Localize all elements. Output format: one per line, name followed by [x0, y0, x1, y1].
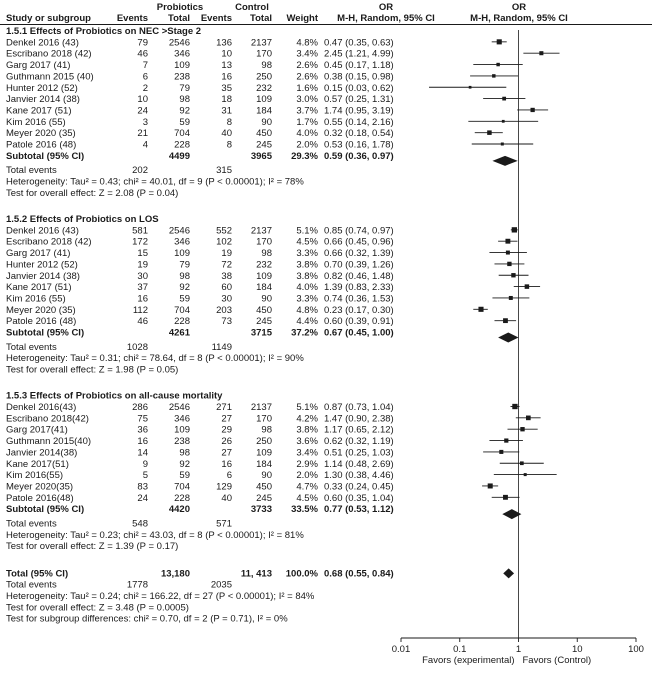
subgroup-1-row-8-total-control: 90	[261, 116, 272, 128]
subgroup-1-row-10-point	[501, 143, 504, 146]
subgroup-1-heterogeneity: Heterogeneity: Tau² = 0.43; chi² = 40.01, df = 9 (P < 0.00001); I² = 78%	[6, 176, 304, 188]
subgroup-3-row-2-study: Escribano 2018(42)	[6, 413, 89, 425]
subgroup-3-row-2-weight: 4.2%	[296, 413, 318, 425]
subgroup-1-row-5-point	[469, 86, 472, 89]
subgroup-1-row-3-events-control: 13	[221, 60, 232, 72]
subgroup-1-row-4-study: Guthmann 2015 (40)	[6, 71, 94, 83]
header-plot-method: M-H, Random, 95% CI	[470, 13, 568, 24]
subgroup-3-row-2-point	[526, 416, 531, 421]
subgroup-3-subtotal-total-control: 3733	[250, 504, 272, 516]
subgroup-1-row-8-total-probiotics: 59	[179, 116, 190, 128]
subgroup-1-row-6-or-ci: 0.57 (0.25, 1.31)	[324, 94, 394, 106]
subgroup-3-row-7-events-probiotics: 5	[142, 470, 148, 482]
subgroup-3-row-9-total-probiotics: 228	[174, 492, 190, 504]
header-group-control: Control	[235, 2, 269, 13]
total-or-ci: 0.68 (0.55, 0.84)	[324, 568, 394, 580]
subgroup-2-row-7-or-ci: 0.74 (0.36, 1.53)	[324, 293, 394, 305]
subgroup-2-total-events-control: 1149	[211, 341, 232, 353]
subgroup-3-row-9-total-control: 245	[256, 492, 272, 504]
subgroup-3-row-4-total-probiotics: 238	[174, 436, 190, 448]
subgroup-2-row-9-or-ci: 0.60 (0.39, 0.91)	[324, 316, 394, 328]
subgroup-3-row-2-events-probiotics: 75	[137, 413, 148, 425]
subgroup-3-row-4-total-control: 250	[256, 436, 272, 448]
subgroup-1-row-1-study: Denkel 2016 (43)	[6, 37, 79, 49]
subgroup-1-row-3-total-probiotics: 109	[174, 60, 190, 72]
total-label: Total (95% CI)	[6, 568, 69, 580]
subgroup-2-row-3-events-probiotics: 15	[137, 248, 148, 260]
subgroup-1-row-9-or-ci: 0.32 (0.18, 0.54)	[324, 128, 394, 140]
subgroup-3-row-4-weight: 3.6%	[296, 436, 318, 448]
subgroup-1-row-8-events-control: 8	[226, 116, 232, 128]
subgroup-2-row-7-events-control: 30	[221, 293, 232, 305]
subgroup-1-row-7-or-ci: 1.74 (0.95, 3.19)	[324, 105, 394, 117]
subgroup-2-row-2-events-probiotics: 172	[132, 236, 148, 248]
subgroup-2-row-7-total-probiotics: 59	[179, 293, 190, 305]
subgroup-3-row-3-study: Garg 2017(41)	[6, 424, 68, 436]
table-body	[6, 26, 394, 625]
subgroup-2-row-6-events-probiotics: 37	[137, 282, 148, 294]
subgroup-3-row-5-total-probiotics: 98	[179, 447, 190, 459]
subgroup-3-subtotal-weight: 33.5%	[291, 504, 318, 516]
subgroup-2-row-8-total-control: 450	[256, 304, 272, 316]
subgroup-3-row-8-total-control: 450	[256, 481, 272, 493]
subgroup-3-row-9-point	[503, 495, 508, 500]
subgroup-2-row-5-weight: 3.8%	[296, 270, 318, 282]
subgroup-2-row-7-events-probiotics: 16	[137, 293, 148, 305]
subgroup-2-row-3-or-ci: 0.66 (0.32, 1.39)	[324, 248, 394, 260]
subgroup-3-row-1-weight: 5.1%	[296, 402, 318, 414]
subgroup-2-row-8-total-probiotics: 704	[174, 304, 190, 316]
subgroup-2-row-4-total-control: 232	[256, 259, 272, 271]
subgroup-1-row-4-weight: 2.6%	[296, 71, 318, 83]
subgroup-2-row-1-events-control: 552	[216, 225, 232, 237]
subgroup-2-row-6-or-ci: 1.39 (0.83, 2.33)	[324, 282, 394, 294]
subgroup-2-row-4-or-ci: 0.70 (0.39, 1.26)	[324, 259, 394, 271]
subgroup-1-row-10-events-probiotics: 4	[142, 139, 148, 151]
subgroup-3-row-9-events-control: 40	[221, 492, 232, 504]
subgroup-3-row-8-total-probiotics: 704	[174, 481, 190, 493]
subgroup-3-row-1-or-ci: 0.87 (0.73, 1.04)	[324, 402, 394, 414]
subgroup-2-row-7-total-control: 90	[261, 293, 272, 305]
subgroup-1-row-7-weight: 3.7%	[296, 105, 318, 117]
subgroup-1-row-1-total-control: 2137	[250, 37, 272, 49]
subgroup-3-row-5-study: Janvier 2014(38)	[6, 447, 78, 459]
subgroup-2-row-9-point	[503, 318, 508, 323]
subgroup-2-subtotal-weight: 37.2%	[291, 327, 318, 339]
subgroup-1-row-10-weight: 2.0%	[296, 139, 318, 151]
subgroup-2-row-9-study: Patole 2016 (48)	[6, 316, 77, 328]
subgroup-2-diamond	[498, 333, 518, 343]
subgroup-3-total-events-label: Total events	[6, 518, 57, 530]
subgroup-1-row-7-total-control: 184	[256, 105, 272, 117]
subgroup-1-row-3-total-control: 98	[261, 60, 272, 72]
subgroup-3-row-7-point	[524, 473, 527, 476]
subgroup-2-row-9-weight: 4.4%	[296, 316, 318, 328]
subgroup-3-row-3-or-ci: 1.17 (0.65, 2.12)	[324, 424, 394, 436]
subgroup-1-row-4-point	[492, 74, 495, 77]
subgroup-1-subtotal-weight: 29.3%	[291, 150, 318, 162]
subgroup-2-row-2-total-control: 170	[256, 236, 272, 248]
subgroup-1-row-3-weight: 2.6%	[296, 60, 318, 72]
subgroup-2-row-4-study: Hunter 2012 (52)	[6, 259, 78, 271]
subgroup-2-row-9-total-probiotics: 228	[174, 316, 190, 328]
subgroup-3-row-7-total-probiotics: 59	[179, 470, 190, 482]
subgroup-3-row-9-or-ci: 0.60 (0.35, 1.04)	[324, 492, 394, 504]
subgroup-1-row-9-total-control: 450	[256, 128, 272, 140]
subgroup-1-row-7-total-probiotics: 92	[179, 105, 190, 117]
subgroup-3-row-6-study: Kane 2017(51)	[6, 458, 69, 470]
subgroup-2-row-5-point	[511, 273, 515, 277]
subgroup-1-subtotal-or-ci: 0.59 (0.36, 0.97)	[324, 150, 394, 162]
subgroup-2-row-6-total-probiotics: 92	[179, 282, 190, 294]
subgroup-1-row-10-events-control: 8	[226, 139, 232, 151]
subgroup-1-row-10-total-control: 245	[256, 139, 272, 151]
subgroup-1-row-7-events-probiotics: 24	[137, 105, 148, 117]
subgroup-2-row-4-total-probiotics: 79	[179, 259, 190, 271]
total-overall-effect: Test for overall effect: Z = 3.48 (P = 0.0005)	[6, 602, 189, 614]
subgroup-1-row-7-point	[530, 108, 534, 112]
subgroup-2-row-5-or-ci: 0.82 (0.46, 1.48)	[324, 270, 394, 282]
subgroup-2-row-6-study: Kane 2017 (51)	[6, 282, 72, 294]
subgroup-2-subtotal-label: Subtotal (95% CI)	[6, 327, 85, 339]
subgroup-3-row-3-events-probiotics: 36	[137, 424, 148, 436]
subgroup-3-heterogeneity: Heterogeneity: Tau² = 0.23; chi² = 43.03, df = 8 (P < 0.00001); I² = 81%	[6, 529, 304, 541]
subgroup-3-row-4-point	[504, 438, 508, 442]
subgroup-3-row-2-events-control: 27	[221, 413, 232, 425]
subgroup-1-row-9-study: Meyer 2020 (35)	[6, 128, 76, 140]
header-group-probiotics: Probiotics	[156, 2, 204, 13]
subgroup-1-row-3-point	[496, 63, 499, 66]
subgroup-3-row-6-total-control: 184	[256, 458, 272, 470]
subgroup-1-row-2-events-control: 10	[221, 48, 232, 60]
subgroup-3-row-4-study: Guthmann 2015(40)	[6, 436, 92, 448]
subgroup-2-row-4-events-probiotics: 19	[137, 259, 148, 271]
subgroup-3-row-3-weight: 3.8%	[296, 424, 318, 436]
subgroup-1-row-8-or-ci: 0.55 (0.14, 2.16)	[324, 116, 394, 128]
subgroup-3-row-3-total-probiotics: 109	[174, 424, 190, 436]
subgroup-2-row-2-total-probiotics: 346	[174, 236, 190, 248]
subgroup-2-row-5-total-control: 109	[256, 270, 272, 282]
subgroup-2-row-2-weight: 4.5%	[296, 236, 318, 248]
subgroup-3-row-6-events-control: 16	[221, 458, 232, 470]
subgroup-1-overall-effect: Test for overall effect: Z = 2.08 (P = 0.04)	[6, 187, 179, 199]
subgroup-1-row-4-or-ci: 0.38 (0.15, 0.98)	[324, 71, 394, 83]
subgroup-2-row-6-point	[525, 284, 530, 289]
subgroup-3-row-2-total-probiotics: 346	[174, 413, 190, 425]
subgroup-3-row-4-events-control: 26	[221, 436, 232, 448]
subgroup-1-row-7-events-control: 31	[221, 105, 232, 117]
subgroup-1-row-5-total-probiotics: 79	[179, 82, 190, 94]
subgroup-3-row-8-study: Meyer 2020(35)	[6, 481, 74, 493]
subgroup-1-row-8-events-probiotics: 3	[142, 116, 148, 128]
subgroup-1-row-2-study: Escribano 2018 (42)	[6, 48, 92, 60]
subgroup-3-row-8-weight: 4.7%	[296, 481, 318, 493]
x-tick-label-3: 1	[515, 644, 522, 655]
x-label-favors-control: Favors (Control)	[522, 655, 592, 666]
subgroup-3-row-9-events-probiotics: 24	[137, 492, 148, 504]
subgroup-1-row-4-events-probiotics: 6	[142, 71, 148, 83]
subgroup-3-row-7-or-ci: 1.30 (0.38, 4.46)	[324, 470, 394, 482]
subgroup-2-row-9-total-control: 245	[256, 316, 272, 328]
total-probiotics: 13,180	[160, 568, 190, 580]
subgroup-3-row-8-events-probiotics: 83	[137, 481, 148, 493]
x-axis	[392, 638, 644, 666]
subgroup-2-row-3-total-control: 98	[261, 248, 272, 260]
subgroup-1-row-6-total-control: 109	[256, 94, 272, 106]
table-header	[0, 2, 652, 25]
subgroup-2-row-3-point	[506, 251, 510, 255]
subgroup-3-row-5-weight: 3.4%	[296, 447, 318, 459]
subgroup-1-row-8-weight: 1.7%	[296, 116, 318, 128]
subgroup-1-row-2-total-control: 170	[256, 48, 272, 60]
subgroup-3-row-1-total-control: 2137	[250, 402, 272, 414]
subgroup-2-row-3-study: Garg 2017 (41)	[6, 248, 71, 260]
subgroup-1-title: 1.5.1 Effects of Probiotics on NEC >Stage 2	[6, 26, 202, 37]
subgroup-3-row-2-total-control: 170	[256, 413, 272, 425]
subgroup-2-title: 1.5.2 Effects of Probiotics on LOS	[6, 214, 159, 226]
subgroup-3-row-6-point	[520, 461, 524, 465]
subgroup-1-row-1-events-probiotics: 79	[137, 37, 148, 49]
subgroup-3-row-8-point	[488, 483, 493, 488]
subgroup-1-row-2-weight: 3.4%	[296, 48, 318, 60]
subgroup-3-subtotal-or-ci: 0.77 (0.53, 1.12)	[324, 504, 394, 516]
subgroup-2-row-4-events-control: 72	[221, 259, 232, 271]
subgroup-2-row-3-weight: 3.3%	[296, 248, 318, 260]
subgroup-3-row-8-events-control: 129	[216, 481, 232, 493]
subgroup-1-row-5-total-control: 232	[256, 82, 272, 94]
subgroup-3-row-5-or-ci: 0.51 (0.25, 1.03)	[324, 447, 394, 459]
subgroup-2-row-2-point	[505, 239, 510, 244]
subgroup-1-row-9-weight: 4.0%	[296, 128, 318, 140]
subgroup-3-subtotal-label: Subtotal (95% CI)	[6, 504, 85, 516]
subgroup-3-title: 1.5.3 Effects of Probiotics on all-cause mortality	[6, 390, 223, 402]
total-events-label: Total events	[6, 579, 57, 591]
subgroup-1-row-9-point	[487, 130, 492, 135]
subgroup-1-row-6-total-probiotics: 98	[179, 94, 190, 106]
subgroup-1-row-1-point	[497, 39, 502, 44]
subgroup-1-row-5-or-ci: 0.15 (0.03, 0.62)	[324, 82, 394, 94]
subgroup-3-row-9-weight: 4.5%	[296, 492, 318, 504]
subgroup-3-row-5-events-probiotics: 14	[137, 447, 148, 459]
subgroup-differences: Test for subgroup differences: chi² = 0.70, df = 2 (P = 0.71), I² = 0%	[6, 613, 288, 625]
subgroup-2-row-5-events-probiotics: 30	[137, 270, 148, 282]
subgroup-1-row-2-total-probiotics: 346	[174, 48, 190, 60]
subgroup-1-row-5-weight: 1.6%	[296, 82, 318, 94]
subgroup-1-row-6-study: Janvier 2014 (38)	[6, 94, 80, 106]
subgroup-1-row-2-events-probiotics: 46	[137, 48, 148, 60]
subgroup-3-row-3-point	[520, 427, 524, 431]
subgroup-2-row-2-study: Escribano 2018 (42)	[6, 236, 92, 248]
subgroup-3-row-9-study: Patole 2016(48)	[6, 492, 74, 504]
subgroup-2-row-4-point	[507, 262, 511, 266]
subgroup-2-row-8-events-probiotics: 112	[132, 304, 148, 316]
subgroup-1-row-2-point	[539, 51, 543, 55]
subgroup-3-row-1-study: Denkel 2016(43)	[6, 402, 77, 414]
subgroup-3-row-3-events-control: 29	[221, 424, 232, 436]
subgroup-3-total-events-probiotics: 548	[132, 518, 148, 530]
subgroup-1-total-events-control: 315	[216, 165, 232, 177]
subgroup-1-row-8-point	[502, 120, 505, 123]
subgroup-3-row-5-point	[499, 450, 503, 454]
total-heterogeneity: Heterogeneity: Tau² = 0.24; chi² = 166.22, df = 27 (P < 0.00001); I² = 84%	[6, 591, 315, 603]
subgroup-2-row-7-study: Kim 2016 (55)	[6, 293, 66, 305]
subgroup-1-row-6-weight: 3.0%	[296, 94, 318, 106]
subgroup-1-row-10-total-probiotics: 228	[174, 139, 190, 151]
subgroup-1-row-3-study: Garg 2017 (41)	[6, 60, 71, 72]
subgroup-3-subtotal-total-probiotics: 4420	[168, 504, 190, 516]
subgroup-1-row-6-events-control: 18	[221, 94, 232, 106]
subgroup-1-diamond	[492, 156, 517, 166]
subgroup-3-row-5-total-control: 109	[256, 447, 272, 459]
subgroup-1-row-3-events-probiotics: 7	[142, 60, 148, 72]
subgroup-3-row-7-total-control: 90	[261, 470, 272, 482]
subgroup-1-subtotal-total-probiotics: 4499	[168, 150, 190, 162]
subgroup-2-row-1-events-probiotics: 581	[132, 225, 148, 237]
subgroup-2-row-9-events-probiotics: 46	[137, 316, 148, 328]
total-events-control: 2035	[210, 579, 232, 591]
subgroup-3-row-6-total-probiotics: 92	[179, 458, 190, 470]
subgroup-3-row-7-events-control: 6	[226, 470, 232, 482]
subgroup-1-row-7-study: Kane 2017 (51)	[6, 105, 72, 117]
subgroup-1-row-9-events-probiotics: 21	[137, 128, 148, 140]
subgroup-1-row-5-events-probiotics: 2	[142, 82, 148, 94]
header-total-probiotics: Total	[168, 13, 190, 24]
subgroup-2-row-8-weight: 4.8%	[296, 304, 318, 316]
subgroup-2-row-3-total-probiotics: 109	[174, 248, 190, 260]
subgroup-2-row-1-or-ci: 0.85 (0.74, 0.97)	[324, 225, 394, 237]
subgroup-1-row-1-or-ci: 0.47 (0.35, 0.63)	[324, 37, 394, 49]
x-label-favors-experimental: Favors (experimental)	[422, 655, 515, 666]
subgroup-1-row-4-total-control: 250	[256, 71, 272, 83]
x-tick-label-2: 0.1	[453, 644, 467, 655]
subgroup-2-overall-effect: Test for overall effect: Z = 1.98 (P = 0.05)	[6, 364, 179, 376]
subgroup-2-row-1-weight: 5.1%	[296, 225, 318, 237]
subgroup-3-row-5-events-control: 27	[221, 447, 232, 459]
subgroup-3-row-1-events-probiotics: 286	[132, 402, 148, 414]
subgroup-2-subtotal-or-ci: 0.67 (0.45, 1.00)	[324, 327, 394, 339]
subgroup-3-row-6-weight: 2.9%	[296, 458, 318, 470]
subgroup-2-row-8-events-control: 203	[216, 304, 232, 316]
subgroup-1-row-3-or-ci: 0.45 (0.17, 1.18)	[324, 60, 394, 72]
x-tick-label-1: 0.01	[391, 644, 411, 655]
subgroup-2-row-1-point	[512, 227, 517, 232]
subgroup-3-row-3-total-control: 98	[261, 424, 272, 436]
subgroup-1-row-4-events-control: 16	[221, 71, 232, 83]
subgroup-2-subtotal-total-probiotics: 4261	[168, 327, 190, 339]
subgroup-2-row-9-events-control: 73	[221, 316, 232, 328]
subgroup-1-subtotal-total-control: 3965	[250, 150, 272, 162]
subgroup-2-row-4-weight: 3.8%	[296, 259, 318, 271]
subgroup-1-row-4-total-probiotics: 238	[174, 71, 190, 83]
subgroup-2-row-3-events-control: 19	[221, 248, 232, 260]
header-or-ci: OR	[378, 2, 394, 13]
subgroup-1-row-8-study: Kim 2016 (55)	[6, 116, 66, 128]
plot-area	[429, 30, 559, 638]
subgroup-2-row-5-total-probiotics: 98	[179, 270, 190, 282]
subgroup-2-subtotal-total-control: 3715	[250, 327, 272, 339]
subgroup-1-row-10-study: Patole 2016 (48)	[6, 139, 77, 151]
subgroup-1-row-1-events-control: 136	[216, 37, 232, 49]
subgroup-1-total-events-probiotics: 202	[132, 165, 148, 177]
subgroup-3-row-4-or-ci: 0.62 (0.32, 1.19)	[324, 436, 394, 448]
subgroup-2-row-8-point	[478, 307, 483, 312]
subgroup-3-row-8-or-ci: 0.33 (0.24, 0.45)	[324, 481, 394, 493]
subgroup-2-row-6-events-control: 60	[221, 282, 232, 294]
subgroup-2-row-1-study: Denkel 2016 (43)	[6, 225, 79, 237]
header-events-control: Events	[200, 13, 232, 24]
total-events-probiotics: 1778	[126, 579, 148, 591]
subgroup-3-row-4-events-probiotics: 16	[137, 436, 148, 448]
header-ci-method: M-H, Random, 95% CI	[337, 13, 435, 24]
subgroup-2-row-8-or-ci: 0.23 (0.17, 0.30)	[324, 304, 394, 316]
header-study: Study or subgroup	[6, 13, 91, 24]
x-tick-label-4: 10	[571, 644, 583, 655]
subgroup-1-subtotal-label: Subtotal (95% CI)	[6, 150, 85, 162]
subgroup-2-row-2-events-control: 102	[216, 236, 232, 248]
subgroup-2-heterogeneity: Heterogeneity: Tau² = 0.31; chi² = 78.64, df = 8 (P < 0.00001); I² = 90%	[6, 353, 304, 365]
subgroup-3-row-1-total-probiotics: 2546	[168, 402, 190, 414]
subgroup-2-row-7-point	[509, 296, 513, 300]
subgroup-3-row-6-or-ci: 1.14 (0.48, 2.69)	[324, 458, 394, 470]
subgroup-3-row-6-events-probiotics: 9	[142, 458, 148, 470]
x-tick-label-5: 100	[628, 644, 644, 655]
subgroup-1-total-events-label: Total events	[6, 165, 57, 177]
header-or-plot: OR	[511, 2, 527, 13]
subgroup-2-row-2-or-ci: 0.66 (0.45, 0.96)	[324, 236, 394, 248]
header-weight: Weight	[286, 13, 318, 24]
subgroup-3-row-7-study: Kim 2016(55)	[6, 470, 64, 482]
total-weight: 100.0%	[285, 568, 318, 580]
total-control: 11, 413	[240, 568, 272, 580]
subgroup-1-row-1-total-probiotics: 2546	[168, 37, 190, 49]
subgroup-2-row-8-study: Meyer 2020 (35)	[6, 304, 76, 316]
subgroup-1-row-1-weight: 4.8%	[296, 37, 318, 49]
subgroup-3-row-7-weight: 2.0%	[296, 470, 318, 482]
total-diamond	[503, 568, 514, 578]
subgroup-3-row-1-point	[512, 404, 517, 409]
subgroup-1-row-9-events-control: 40	[221, 128, 232, 140]
subgroup-1-row-6-events-probiotics: 10	[137, 94, 148, 106]
subgroup-2-row-5-study: Janvier 2014 (38)	[6, 270, 80, 282]
subgroup-1-row-10-or-ci: 0.53 (0.16, 1.78)	[324, 139, 394, 151]
header-total-control: Total	[250, 13, 272, 24]
subgroup-3-total-events-control: 571	[216, 518, 232, 530]
subgroup-1-row-9-total-probiotics: 704	[174, 128, 190, 140]
subgroup-2-total-events-label: Total events	[6, 341, 57, 353]
subgroup-2-total-events-probiotics: 1028	[126, 341, 148, 353]
header-events-probiotics: Events	[116, 13, 148, 24]
subgroup-3-overall-effect: Test for overall effect: Z = 1.39 (P = 0.17)	[6, 541, 179, 553]
subgroup-1-row-2-or-ci: 2.45 (1.21, 4.99)	[324, 48, 394, 60]
subgroup-3-row-2-or-ci: 1.47 (0.90, 2.38)	[324, 413, 394, 425]
subgroup-2-row-7-weight: 3.3%	[296, 293, 318, 305]
subgroup-2-row-6-total-control: 184	[256, 282, 272, 294]
subgroup-2-row-1-total-probiotics: 2546	[168, 225, 190, 237]
subgroup-1-row-5-study: Hunter 2012 (52)	[6, 82, 78, 94]
subgroup-2-row-1-total-control: 2137	[250, 225, 272, 237]
subgroup-1-row-6-point	[502, 97, 506, 101]
subgroup-3-row-1-events-control: 271	[216, 402, 232, 414]
subgroup-2-row-6-weight: 4.0%	[296, 282, 318, 294]
subgroup-1-row-5-events-control: 35	[221, 82, 232, 94]
subgroup-2-row-5-events-control: 38	[221, 270, 232, 282]
